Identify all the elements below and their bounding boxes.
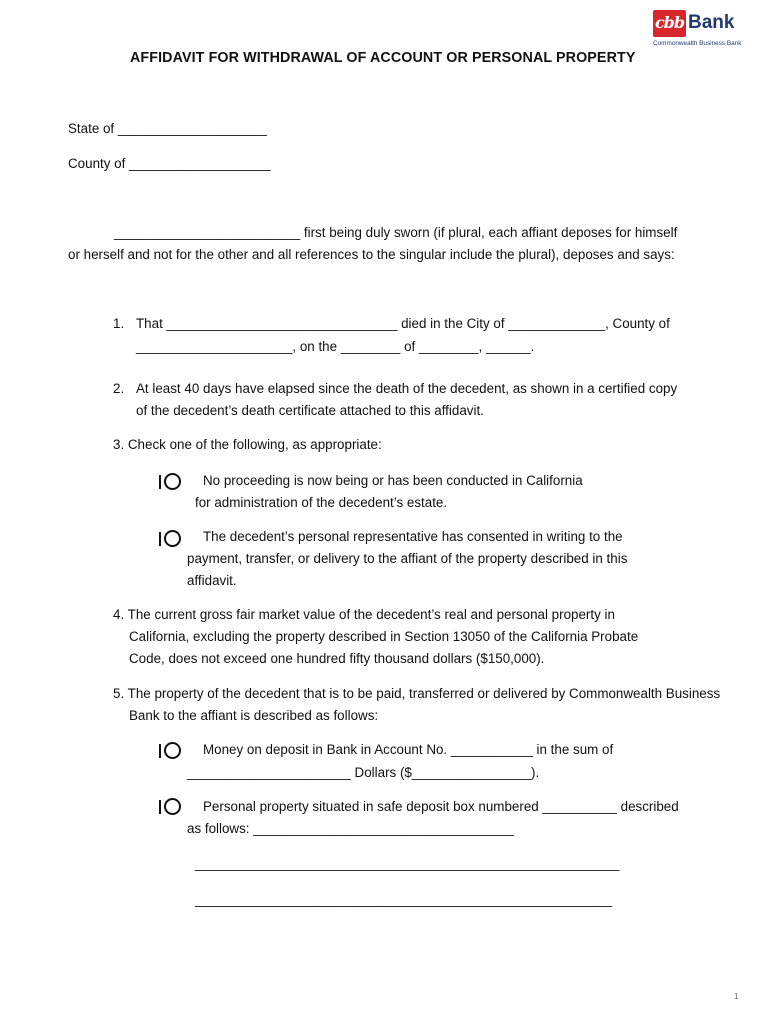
item2-line-1: At least 40 days have elapsed since the death of the decedent, as shown in a certified copy xyxy=(136,381,678,396)
option-no-proceeding-radio[interactable] xyxy=(164,473,181,490)
item1-line-1[interactable]: That _______________________________ died in the City of _____________, County of xyxy=(136,316,670,331)
option-representative-line-2: payment, transfer, or delivery to the affiant of the property described in this xyxy=(187,551,628,566)
item2-line-2: of the decedent’s death certificate attached to this affidavit. xyxy=(136,403,484,418)
item1-number: 1. xyxy=(113,316,125,331)
affiant-name-line[interactable]: _________________________ first being duly sworn (if plural, each affiant deposes for himself xyxy=(114,225,678,240)
option-safe-deposit-radio[interactable] xyxy=(164,798,181,815)
logo-word: Bank xyxy=(688,12,735,33)
bank-logo xyxy=(653,10,753,54)
checkbox-bar-icon xyxy=(159,532,161,546)
item4-line-3: Code, does not exceed one hundred fifty thousand dollars ($150,000). xyxy=(129,651,545,666)
option-representative-line-1: The decedent’s personal representative has consented in writing to the xyxy=(203,529,623,544)
item3-intro: 3. Check one of the following, as appropriate: xyxy=(113,437,382,452)
option-safe-deposit-line-2[interactable]: as follows: ___________________________________ xyxy=(187,821,514,836)
item5-line-2: Bank to the affiant is described as follows: xyxy=(129,708,379,723)
item1-line-2[interactable]: _____________________, on the ________ of ________, ______. xyxy=(136,339,535,354)
intro-line-2: or herself and not for the other and all references to the singular include the plural), deposes and says: xyxy=(68,247,675,262)
item2-number: 2. xyxy=(113,381,125,396)
logo-mark: cbb xyxy=(653,10,686,37)
item4-line-2: California, excluding the property described in Section 13050 of the California Probate xyxy=(129,629,639,644)
logo-subtitle: Commonwealth Business Bank xyxy=(653,40,742,47)
county-field[interactable]: County of ___________________ xyxy=(68,156,271,171)
description-blank-2[interactable]: ________________________________________________________ xyxy=(195,892,613,907)
document-title: AFFIDAVIT FOR WITHDRAWAL OF ACCOUNT OR PERSONAL PROPERTY xyxy=(130,50,636,66)
option-no-proceeding-line-1: No proceeding is now being or has been conducted in California xyxy=(203,473,583,488)
option-representative-line-3: affidavit. xyxy=(187,573,237,588)
option-money-line-2[interactable]: ______________________ Dollars ($________________). xyxy=(187,765,540,780)
checkbox-bar-icon xyxy=(159,475,161,489)
checkbox-bar-icon xyxy=(159,744,161,758)
option-no-proceeding-line-2: for administration of the decedent’s estate. xyxy=(195,495,448,510)
page-number: 1 xyxy=(734,992,739,1001)
item5-line-1: 5. The property of the decedent that is to be paid, transferred or delivered by Commonwealth Business xyxy=(113,686,721,701)
state-field[interactable]: State of ____________________ xyxy=(68,121,267,136)
option-safe-deposit-line-1[interactable]: Personal property situated in safe deposit box numbered __________ described xyxy=(203,799,679,814)
option-representative-consent-radio[interactable] xyxy=(164,530,181,547)
option-money-deposit-radio[interactable] xyxy=(164,742,181,759)
checkbox-bar-icon xyxy=(159,800,161,814)
description-blank-1[interactable]: _________________________________________________________ xyxy=(195,856,620,871)
option-money-line-1[interactable]: Money on deposit in Bank in Account No. ___________ in the sum of xyxy=(203,742,614,757)
item4-line-1: 4. The current gross fair market value of the decedent’s real and personal property in xyxy=(113,607,615,622)
